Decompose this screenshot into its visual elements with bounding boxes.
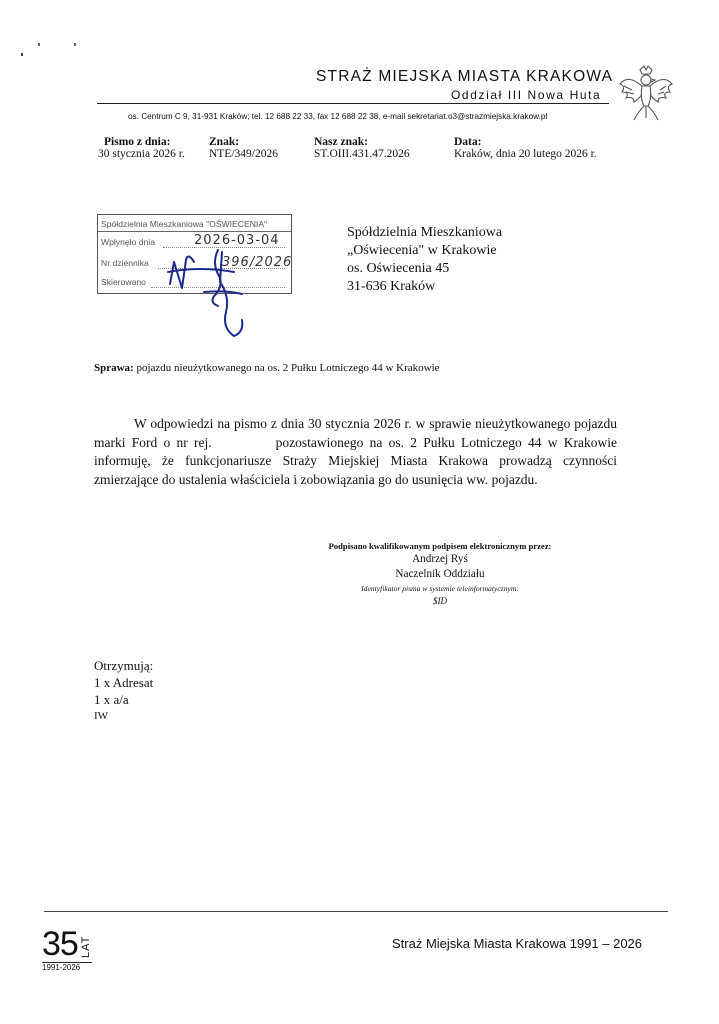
recipient-line-4: 31-636 Kraków [347, 279, 436, 294]
anniversary-word: LAT [80, 935, 92, 958]
anniversary-number: 35 [42, 925, 78, 963]
organization-subtitle: Oddział III Nowa Huta [451, 88, 602, 102]
footer-text: Straż Miejska Miasta Krakowa 1991 – 2026 [392, 936, 643, 951]
eagle-emblem-icon [618, 64, 674, 122]
recipients-list [94, 657, 153, 725]
scan-speck [21, 53, 23, 56]
contact-line: os. Centrum C 9, 31-931 Kraków; tel. 12 688 22 33, fax 12 688 22 38, e-mail sekretariat.o3@strazmiejska.krakow.pl [128, 112, 548, 121]
recipient-line-3: os. Oświecenia 45 [347, 261, 450, 276]
stamp-directed-label: Skierowano [101, 277, 146, 287]
signer-name: Andrzej Ryś [412, 553, 468, 565]
signature-heading: Podpisano kwalifikowanym podpisem elektronicznym przez: [328, 541, 552, 551]
recipient-line-1: Spółdzielnia Mieszkaniowa [347, 225, 503, 240]
scan-speck [38, 43, 40, 46]
meta-pismo-value: 30 stycznia 2026 r. [98, 148, 185, 160]
meta-date-value: Kraków, dnia 20 lutego 2026 r. [454, 148, 597, 160]
stamp-org: Spółdzielnia Mieszkaniowa "OŚWIECENIA" [101, 219, 268, 229]
scan-speck [74, 43, 76, 46]
meta-nasz-znak [314, 136, 410, 160]
subject-text: pojazdu nieużytkowanego na os. 2 Pułku Lotniczego 44 w Krakowie [136, 362, 440, 374]
body-part-1: W odpowiedzi na pismo z dnia 30 stycznia 2026 r. w sprawie nieużytkowanego pojazdu marki Ford o nr rej. [94, 416, 617, 450]
recipients-item: 1 x Adresat [94, 675, 154, 690]
meta-date-label: Data: [454, 136, 482, 148]
body-part-2: pozostawionego na os. 2 Pułku Lotniczego 44 w Krakowie informuję, że funkcjonariusze Straży Miejskiej Miasta Krakowa prowadzą czynności zmierzające do ustalenia właściciela i zobowiązania go do usunięcia ww. pojazdu. [94, 434, 618, 487]
header-divider [97, 103, 609, 104]
stamp-received-date: 2026-03-04 [194, 233, 280, 248]
stamp-journal-label: Nr dziennika [101, 258, 149, 268]
subject-line [94, 362, 440, 374]
stamp-received-label: Wpłynęło dnia [101, 237, 155, 247]
signature-block [300, 541, 580, 606]
meta-znak-label: Znak: [209, 136, 240, 148]
anniversary-logo [42, 925, 92, 972]
recipients-item: IW [94, 710, 109, 722]
document-id-label: Identyfikator pisma w systemie teleinformatycznym: [361, 584, 519, 593]
meta-nasz-value: ST.OIII.431.47.2026 [314, 148, 410, 160]
signer-position: Naczelnik Oddziału [395, 568, 485, 580]
footer-divider [44, 911, 668, 912]
stamp-journal-number: 396/2026 [222, 255, 293, 270]
organization-title: STRAŻ MIEJSKA MIASTA KRAKOWA [316, 68, 614, 85]
document-id-value: $ID [433, 596, 447, 606]
meta-nasz-label: Nasz znak: [314, 136, 368, 148]
meta-znak-value: NTE/349/2026 [209, 148, 278, 160]
meta-pismo [98, 136, 185, 160]
letter-body [94, 415, 617, 489]
anniversary-years: 1991-2026 [42, 963, 81, 972]
subject-label: Sprawa: [94, 362, 134, 374]
recipients-item: 1 x a/a [94, 692, 129, 707]
meta-pismo-label: Pismo z dnia: [104, 136, 171, 148]
recipient-line-2: „Oświecenia" w Krakowie [347, 243, 497, 258]
meta-date [454, 136, 597, 160]
meta-znak [209, 136, 278, 160]
recipient-address [347, 224, 502, 296]
handwritten-signature [160, 232, 270, 344]
recipients-label: Otrzymują: [94, 658, 154, 673]
